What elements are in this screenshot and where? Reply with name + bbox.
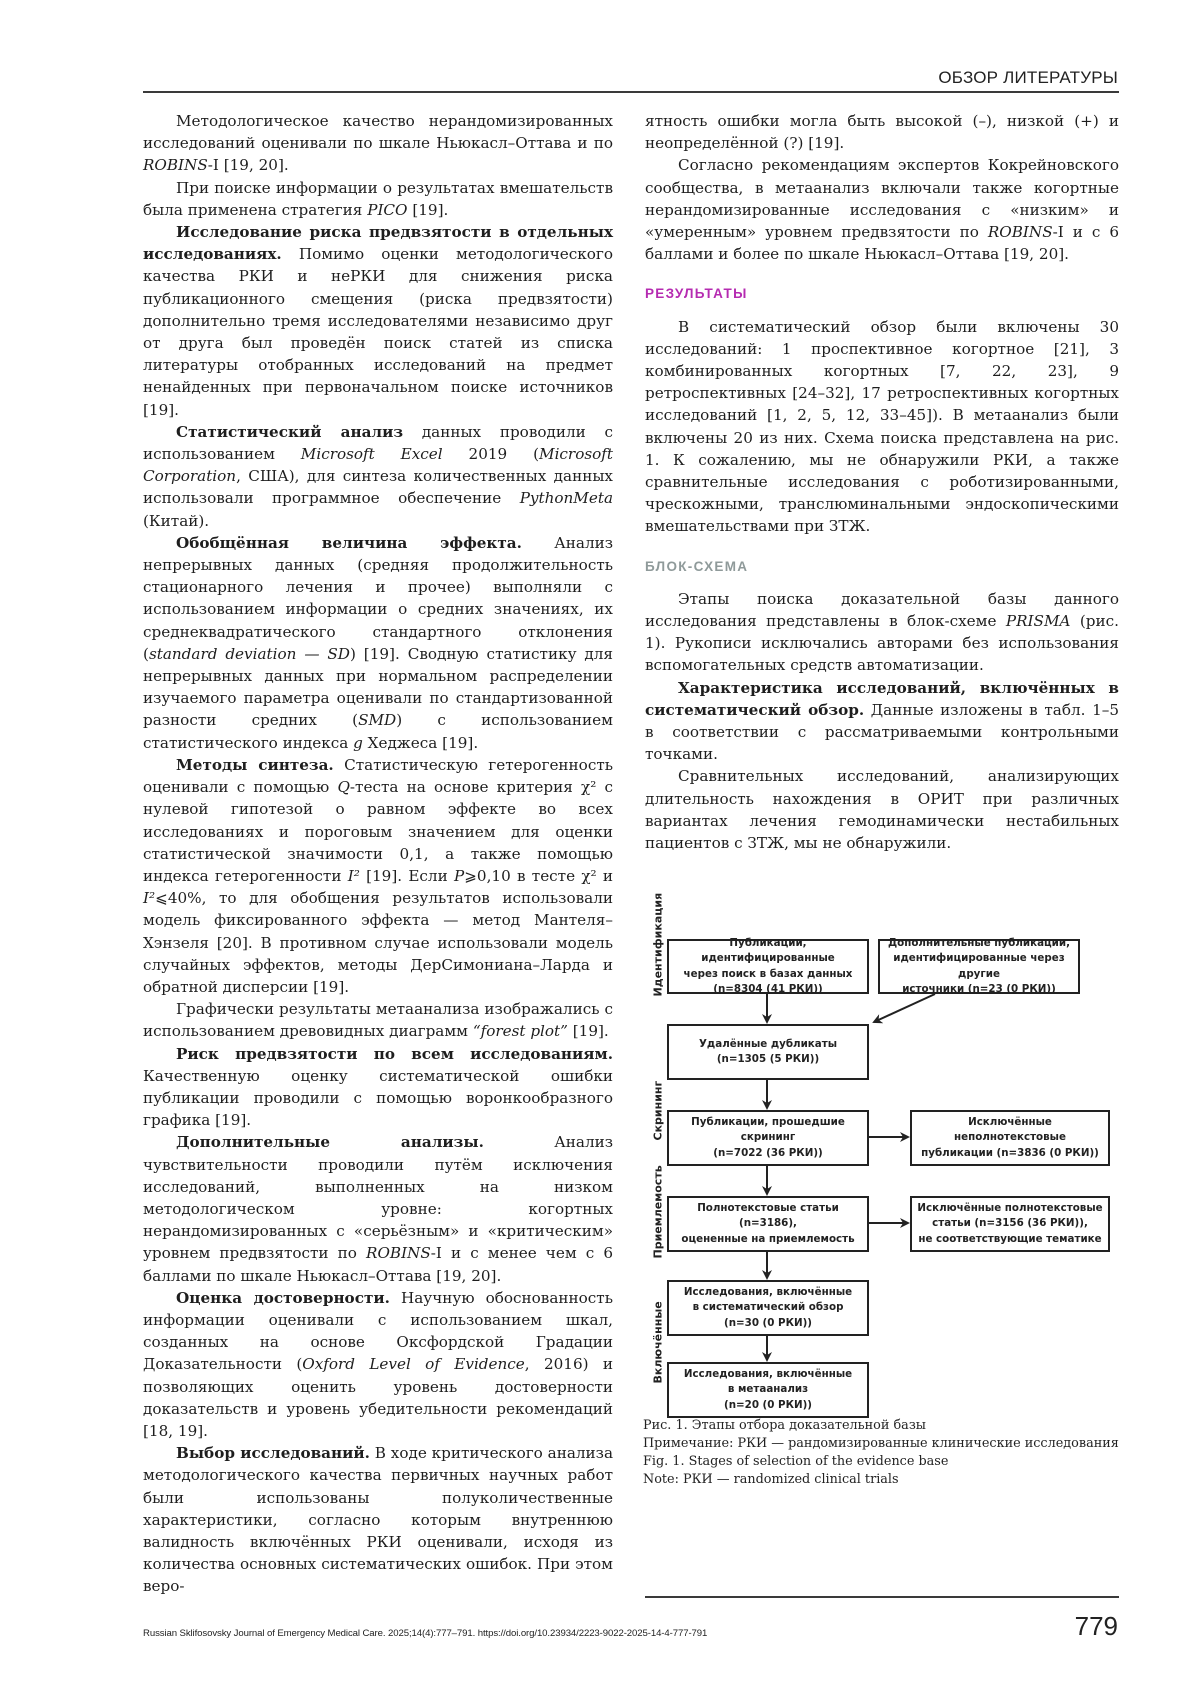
paragraph-characteristics: Характеристика исследований, включённых в систематический обзор. Данные изложены в табл. 1–5 в соответствии с рассматриваемыми контрольными точками. — [645, 678, 1119, 764]
box-identified-databases: Публикации, идентифицированные через поиск в базах данных (n=8304 (41 РКИ)) — [667, 939, 869, 994]
box-fulltext-assessed: Полнотекстовые статьи (n=3186), оцененные на приемлемость — [667, 1196, 869, 1252]
paragraph-comparative-studies: Сравнительных исследований, анализирующих длительность нахождения в ОРИТ при различных вариантах лечения гемодинамически нестабильных пациентов с ЗТЖ, мы не обнаружили. — [645, 767, 1119, 853]
caption-en-note: Note: РКИ — randomized clinical trials — [643, 1472, 899, 1487]
paragraph-bias-individual: Исследование риска предвзятости в отдельных исследованиях. Помимо оценки методологического качества РКИ и неРКИ для снижения риска публикационного смещения (риска предвзятости) дополнительно тремя исследователями независимо друг от друга был проведён поиск статей из списка литературы отобранных исследований на предмет ненайденных при первоначальном поиске источников [19]. — [143, 223, 613, 419]
footer-rule — [645, 1596, 1119, 1598]
page-number: 779 — [1074, 1611, 1118, 1641]
paragraph-forest-plot: Графически результаты метаанализа изображались с использованием древовидных диаграмм “forest plot” [19]. — [143, 1000, 613, 1041]
paragraph-bias-all: Риск предвзятости по всем исследованиям. Качественную оценку систематической ошибки публикации проводили с помощью воронкообразного графика [19]. — [143, 1044, 613, 1130]
box-excluded-nonfulltext: Исключённые неполнотекстовые публикации (n=3836 (0 РКИ)) — [910, 1110, 1110, 1166]
header-rule — [143, 91, 1119, 93]
running-header-section-title: ОБЗОР ЛИТЕРАТУРЫ — [938, 68, 1118, 87]
paragraph-pico: При поиске информации о результатах вмешательств была применена стратегия PICO [19]. — [143, 178, 613, 219]
left-column — [143, 110, 613, 1598]
section-heading-results: РЕЗУЛЬТАТЫ — [645, 286, 748, 302]
box-duplicates-removed: Удалённые дубликаты (n=1305 (5 РКИ)) — [667, 1024, 869, 1080]
box-included-meta: Исследования, включённые в метаанализ (n=20 (0 РКИ)) — [667, 1362, 869, 1418]
figure-caption — [643, 1417, 1119, 1489]
paragraph-methodological-quality: Методологическое качество нерандомизированных исследований оценивали по шкале Ньюкасл–Оттава и по ROBINS-I [19, 20]. — [143, 112, 613, 175]
footer-citation: Russian Sklifosovsky Journal of Emergency Medical Care. 2025;14(4):777–791. https://doi.org/10.23934/2223-9022-2025-14-4-777-791 — [143, 1628, 708, 1639]
right-column — [645, 110, 1119, 854]
stage-label-eligibility: Приемлемость — [651, 1165, 665, 1259]
paragraph-cochrane: Согласно рекомендациям экспертов Кокрейновского сообщества, в метаанализ включали также когортные нерандомизированные исследования с «низким» и «умеренным» уровнем предвзятости по ROBINS-I и с 6 баллами и более по шкале Ньюкасл–Оттава [19, 20]. — [645, 156, 1119, 264]
box-screened: Публикации, прошедшие скрининг (n=7022 (36 РКИ)) — [667, 1110, 869, 1166]
paragraph-bias-continuation: ятность ошибки могла быть высокой (–), низкой (+) и неопределённой (?) [19]. — [645, 112, 1119, 153]
caption-ru-title: Рис. 1. Этапы отбора доказательной базы — [643, 1418, 926, 1433]
paragraph-effect-size: Обобщённая величина эффекта. Анализ непрерывных данных (средняя продолжительность стационарного лечения и прочее) выполняли с использованием информации о средних значениях, их среднеквадратического стандартного отклонения (standard deviation — SD) [19]. Сводную статистику для непрерывных данных при нормальном распределении изучаемого параметра оценивали по стандартизованной разности средних (SMD) с использованием статистического индекса g Хеджеса [19]. — [143, 533, 614, 752]
section-heading-flowchart: БЛОК-СХЕМА — [645, 558, 749, 574]
stage-label-identification: Идентификация — [651, 892, 665, 997]
paragraph-results: В систематический обзор были включены 30 исследований: 1 проспективное когортное [21], 3 комбинированных когортных [7, 22, 23], 9 ретроспективных [24–32], 17 ретроспективных когортных исследований [1, 2, 5, 12, 33–45]). В метаанализ были включены 20 из них. Схема поиска представлена на рис. 1. К сожалению, мы не обнаружили РКИ, а также сравнительные исследования с роботизированными, чрескожными, транслюминальными эндоскопическими вмешательствами при ЗТЖ. — [645, 317, 1119, 536]
paragraph-statistical-analysis: Статистический анализ данных проводили с использованием Microsoft Excel 2019 (Microsoft Corporation, США), для синтеза количественных данных использовали программное обеспечение PythonMeta (Китай). — [143, 422, 613, 530]
paragraph-prisma: Этапы поиска доказательной базы данного исследования представлены в блок-схеме PRISMA (рис. 1). Рукописи исключались авторами без использования вспомогательных средств автоматизации. — [645, 589, 1119, 675]
box-included-review: Исследования, включённые в систематический обзор (n=30 (0 РКИ)) — [667, 1280, 869, 1336]
paragraph-synthesis-methods: Методы синтеза. Статистическую гетерогенность оценивали с помощью Q-теста на основе критерия χ² с нулевой гипотезой о равном эффекте во всех исследованиях и пороговым значением для оценки статистической значимости 0,1, а также помощью индекса гетерогенности I² [19]. Если P⩾0,10 в тесте χ² и I²⩽40%, то для обобщения результатов использовали модель фиксированного эффекта — метод Мантеля–Хэнзеля [20]. В противном случае использовали модель случайных эффектов, методы ДерСимониана–Ларда и обратной дисперсии [19]. — [143, 755, 613, 996]
stage-label-included: Включённые — [651, 1301, 665, 1384]
box-identified-other-sources: Дополнительные публикации, идентифицированные через другие источники (n=23 (0 РКИ)) — [878, 939, 1080, 994]
paragraph-study-selection: Выбор исследований. В ходе критического анализа методологического качества первичных научных работ были использованы полуколичественные характеристики, согласно которым внутреннюю валидность включённых РКИ оценивали, исходя из количества основных систематических ошибок. При этом веро- — [143, 1444, 613, 1596]
paragraph-certainty: Оценка достоверности. Научную обоснованность информации оценивали с использованием шкал, созданных на основе Оксфордской Градации Доказательности (Oxford Level of Evidence, 2016) и позволяющих оценить уровень достоверности доказательств и уровень убедительности рекомендаций [18, 19]. — [143, 1288, 613, 1440]
prisma-flowchart — [640, 892, 1120, 1411]
box-excluded-fulltext: Исключённые полнотекстовые статьи (n=3156 (36 РКИ)), не соответствующие тематике — [910, 1196, 1110, 1252]
caption-ru-note: Примечание: РКИ — рандомизированные клинические исследования — [643, 1436, 1119, 1451]
paragraph-additional-analyses: Дополнительные анализы. Анализ чувствительности проводили путём исключения исследований, выполненных на низком методологическом уровне: когортных нерандомизированных с «серьёзным» и «критическим» уровнем предвзятости по ROBINS-I и с менее чем с 6 баллами по шкале Ньюкасл–Оттава [19, 20]. — [143, 1133, 614, 1285]
caption-en-title: Fig. 1. Stages of selection of the evidence base — [643, 1454, 949, 1469]
stage-label-screening: Скрининг — [651, 1080, 665, 1141]
